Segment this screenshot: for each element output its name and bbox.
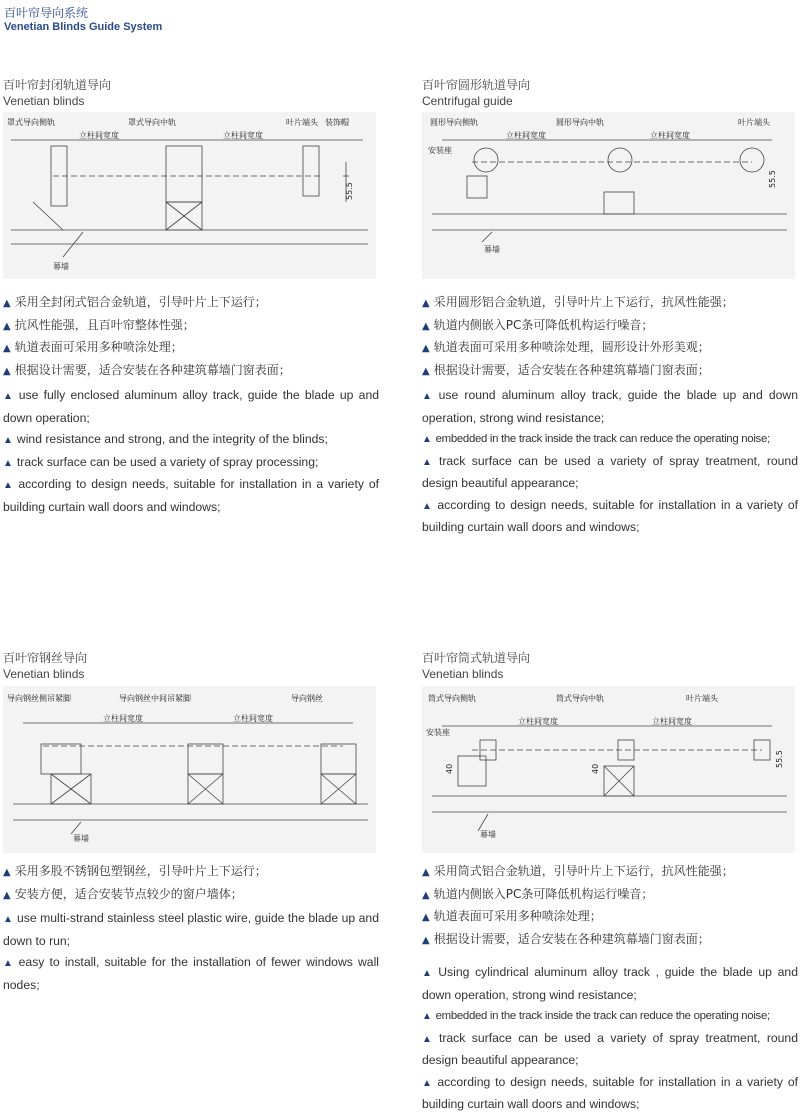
diagram-label: 筒式导向侧轨 <box>428 694 476 703</box>
triangle-icon: ▲ <box>422 968 435 979</box>
diagram-label: 立柱间宽度 <box>506 131 546 140</box>
triangle-icon: ▲ <box>3 480 15 491</box>
diagram-label: 安装座 <box>428 146 452 155</box>
diagram-label: 叶片端头 <box>686 694 718 703</box>
triangle-icon: ▲ <box>422 934 430 946</box>
steel-wire-bullets-en <box>3 908 379 996</box>
diagram-label: 叶片端头 <box>286 118 318 127</box>
diagram-label: 立柱间宽度 <box>650 131 690 140</box>
triangle-icon: ▲ <box>422 320 430 332</box>
list-item: ▲ wind resistance and strong, and the integrity of the blinds; <box>3 432 328 446</box>
diagram-label: 圆形导向侧轨 <box>430 118 478 127</box>
triangle-icon: ▲ <box>3 889 11 901</box>
list-item: ▲ 根据设计需要，适合安装在各种建筑幕墙门窗表面； <box>422 931 710 946</box>
diagram-label: 40 <box>445 763 454 774</box>
triangle-icon: ▲ <box>422 1033 435 1045</box>
list-item: ▲ track surface can be used a variety of spray treatment, round design beautiful appearance; <box>422 453 798 490</box>
steel-wire-svg <box>3 686 376 853</box>
diagram-label: 罩式导向侧轨 <box>7 118 55 127</box>
list-item: ▲ 采用多股不锈钢包塑钢丝，引导叶片上下运行； <box>3 864 267 878</box>
section-title-cn: 百叶帘筒式轨道导向 <box>422 651 531 665</box>
diagram-label: 幕墙 <box>480 830 496 839</box>
list-item: ▲ 轨道表面可采用多种喷涂处理； <box>422 909 602 923</box>
triangle-icon: ▲ <box>422 889 430 901</box>
list-item: ▲ 轨道表面可采用多种喷涂处理，圆形设计外形美观； <box>422 340 710 354</box>
section-title-en: Venetian blinds <box>3 667 85 681</box>
triangle-icon: ▲ <box>422 434 432 445</box>
round-track-svg <box>422 112 795 279</box>
triangle-icon: ▲ <box>422 500 434 512</box>
diagram-label: 55.5 <box>768 170 777 188</box>
triangle-icon: ▲ <box>422 1077 434 1089</box>
triangle-icon: ▲ <box>422 365 430 377</box>
diagram-label: 立柱间宽度 <box>233 714 273 723</box>
diagram-label: 55.5 <box>775 750 784 768</box>
steel-wire-bullets-cn <box>3 861 379 906</box>
diagram-label: 叶片端头 <box>738 118 770 127</box>
section-round-track <box>422 77 798 109</box>
enclosed-track-diagram <box>3 112 376 279</box>
list-item: ▲ track surface can be used a variety of spray treatment, round design beautiful appearance; <box>422 1030 798 1067</box>
triangle-icon: ▲ <box>3 365 11 377</box>
list-item: ▲ track surface can be used a variety of spray processing; <box>3 454 319 469</box>
triangle-icon: ▲ <box>422 298 430 309</box>
cylindrical-track-diagram <box>422 686 795 853</box>
list-item: ▲ 采用筒式铝合金轨道，引导叶片上下运行，抗风性能强； <box>422 864 734 878</box>
header-title-cn: 百叶帘导向系统 <box>4 6 89 20</box>
list-item: ▲ Using cylindrical aluminum alloy track , guide the blade up and down operation, strong wind resistance; <box>422 965 798 1002</box>
diagram-label: 导向钢丝 <box>291 694 323 703</box>
triangle-icon: ▲ <box>3 343 11 354</box>
list-item: ▲ according to design needs, suitable for installation in a variety of building curtain wall doors and windows; <box>422 497 798 534</box>
diagram-label: 立柱间宽度 <box>652 717 692 726</box>
diagram-label: 幕墙 <box>53 262 69 271</box>
round-track-diagram <box>422 112 795 279</box>
list-item: ▲ 安装方便，适合安装节点较少的窗户墙体； <box>3 886 243 901</box>
triangle-icon: ▲ <box>3 457 13 469</box>
section-title-en: Venetian blinds <box>3 94 85 108</box>
triangle-icon: ▲ <box>3 914 13 925</box>
section-title-cn: 百叶帘封闭轨道导向 <box>3 78 112 92</box>
enclosed-track-bullets-cn <box>3 292 379 382</box>
cylindrical-track-bullets-en <box>422 962 798 1116</box>
diagram-label: 导向钢丝侧吊紧脚 <box>7 694 71 703</box>
list-item: ▲ 根据设计需要，适合安装在各种建筑幕墙门窗表面； <box>3 362 291 377</box>
list-item: ▲ according to design needs, suitable for installation in a variety of building curtain wall doors and windows; <box>3 477 379 514</box>
diagram-label: 筒式导向中轨 <box>556 694 604 703</box>
triangle-icon: ▲ <box>422 912 430 923</box>
triangle-icon: ▲ <box>422 456 435 468</box>
list-item: ▲ 轨道内侧嵌入PC条可降低机构运行噪音； <box>422 886 654 901</box>
list-item: ▲ according to design needs, suitable for installation in a variety of building curtain wall doors and windows; <box>422 1074 798 1111</box>
diagram-label: 幕墙 <box>73 834 89 843</box>
section-enclosed-track <box>3 77 379 109</box>
diagram-label: 立柱间宽度 <box>103 714 143 723</box>
diagram-label: 立柱间宽度 <box>518 717 558 726</box>
diagram-label: 罩式导向中轨 <box>128 118 176 127</box>
triangle-icon: ▲ <box>3 435 13 446</box>
section-title-en: Venetian blinds <box>422 667 504 681</box>
diagram-label: 40 <box>591 763 600 774</box>
section-title-cn: 百叶帘圆形轨道导向 <box>422 78 531 92</box>
list-item: ▲ 轨道内侧嵌入PC条可降低机构运行噪音； <box>422 317 654 332</box>
round-track-bullets-cn <box>422 292 798 382</box>
diagram-label: 立柱间宽度 <box>79 131 119 140</box>
diagram-label: 安装座 <box>426 728 450 737</box>
triangle-icon: ▲ <box>3 320 11 332</box>
triangle-icon: ▲ <box>422 343 430 354</box>
list-item: ▲ embedded in the track inside the track can reduce the operating noise; <box>422 433 770 445</box>
list-item: ▲ 抗风性能强，且百叶帘整体性强； <box>3 317 195 332</box>
section-cylindrical-track <box>422 650 798 682</box>
diagram-label: 幕墙 <box>484 245 500 254</box>
section-steel-wire <box>3 650 379 682</box>
diagram-label: 装饰帽 <box>325 118 349 127</box>
diagram-label: 立柱间宽度 <box>223 131 263 140</box>
triangle-icon: ▲ <box>422 1011 432 1022</box>
list-item: ▲ 采用全封闭式铝合金轨道，引导叶片上下运行； <box>3 295 267 309</box>
list-item: ▲ embedded in the track inside the track can reduce the operating noise; <box>422 1010 770 1022</box>
triangle-icon: ▲ <box>3 391 15 402</box>
triangle-icon: ▲ <box>422 391 435 402</box>
list-item: ▲ 采用圆形铝合金轨道，引导叶片上下运行，抗风性能强； <box>422 295 734 309</box>
section-title-en: Centrifugal guide <box>422 94 513 108</box>
list-item: ▲ use fully enclosed aluminum alloy track, guide the blade up and down operation; <box>3 388 379 425</box>
list-item: ▲ use round aluminum alloy track, guide the blade up and down operation, strong wind resistance; <box>422 388 798 425</box>
diagram-label: 导向钢丝中间吊紧脚 <box>119 694 191 703</box>
enclosed-track-svg <box>3 112 376 279</box>
triangle-icon: ▲ <box>422 867 430 878</box>
round-track-bullets-en <box>422 385 798 539</box>
list-item: ▲ 根据设计需要，适合安装在各种建筑幕墙门窗表面； <box>422 362 710 377</box>
cylindrical-track-svg <box>422 686 795 853</box>
header-title-en: Venetian Blinds Guide System <box>4 21 163 33</box>
cylindrical-track-bullets-cn <box>422 861 798 951</box>
list-item: ▲ use multi-strand stainless steel plastic wire, guide the blade up and down to run; <box>3 911 379 948</box>
diagram-label: 55.5 <box>345 182 354 200</box>
section-title-cn: 百叶帘钢丝导向 <box>3 651 88 665</box>
diagram-label: 圆形导向中轨 <box>556 118 604 127</box>
triangle-icon: ▲ <box>3 298 11 309</box>
list-item: ▲ 轨道表面可采用多种喷涂处理； <box>3 340 183 354</box>
steel-wire-diagram <box>3 686 376 853</box>
triangle-icon: ▲ <box>3 867 11 878</box>
enclosed-track-bullets-en <box>3 385 379 518</box>
list-item: ▲ easy to install, suitable for the installation of fewer windows wall nodes; <box>3 955 379 992</box>
triangle-icon: ▲ <box>3 958 15 969</box>
